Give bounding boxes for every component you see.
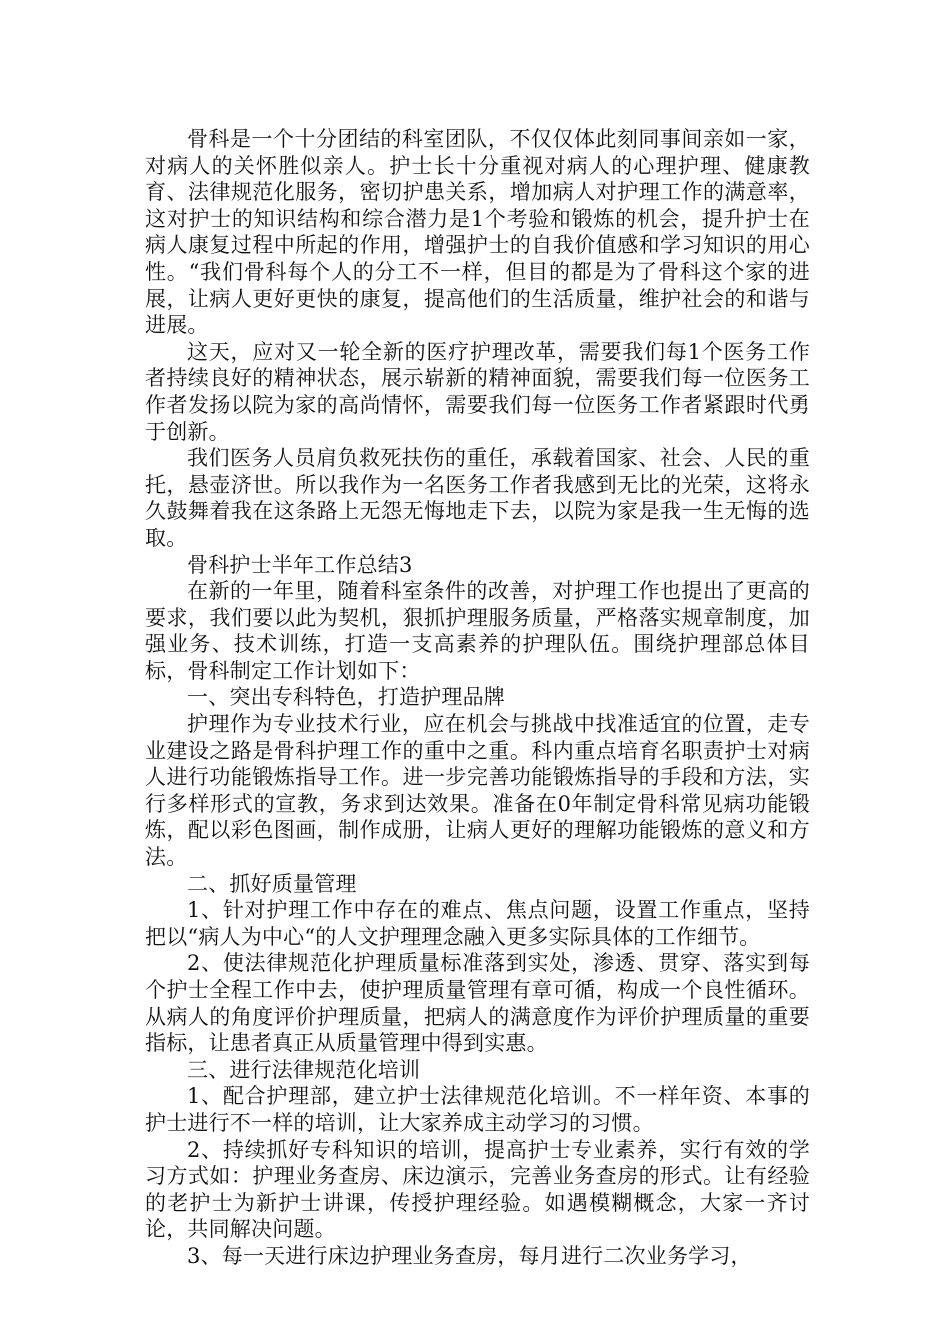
item-training-2: 2、持续抓好专科知识的培训，提高护士专业素养，实行有效的学习方式如：护理业务查房、床边演示，完善业务查房的形式。让有经验的老护士为新护士讲课，传授护理经验。如遇模糊概念，大家一齐讨论，共同解决问题。	[145, 1137, 810, 1242]
document-body	[145, 126, 810, 1270]
heading-legal-training: 三、进行法律规范化培训	[187, 1057, 421, 1082]
item-training-3: 3、每一天进行床边护理业务查房，每月进行二次业务学习，	[187, 1243, 752, 1268]
paragraph-team-unity: 骨科是一个十分团结的科室团队，不仅仅体此刻同事间亲如一家，对病人的关怀胜似亲人。护士长十分重视对病人的心理护理、健康教育、法律规范化服务，密切护患关系，增加病人对护理工作的满意率，这对护士的知识结构和综合潜力是1个考验和锻炼的机会，提升护士在病人康复过程中所起的作用，增强护士的自我价值感和学习知识的用心性。“我们骨科每个人的分工不一样，但目的都是为了骨科这个家的进展，让病人更好更快的康复，提高他们的生活质量，维护社会的和谐与进展。	[145, 127, 810, 338]
heading-specialty-features: 一、突出专科特色，打造护理品牌	[187, 685, 505, 710]
section-heading-summary-3: 骨科护士半年工作总结3	[187, 552, 413, 577]
paragraph-responsibility: 我们医务人员肩负救死扶伤的重任，承载着国家、社会、人民的重托，悬壶济世。所以我作为一名医务工作者我感到无比的光荣，这将永久鼓舞着我在这条路上无怨无悔地走下去，以院为家是我一生无悔的选取。	[145, 446, 810, 550]
paragraph-new-year-plan: 在新的一年里，随着科室条件的改善，对护理工作也提出了更高的要求，我们要以此为契机，狠抓护理服务质量，严格落实规章制度，加强业务、技术训练，打造一支高素养的护理队伍。围绕护理部总体目标，骨科制定工作计划如下：	[145, 579, 810, 683]
paragraph-medical-reform: 这天，应对又一轮全新的医疗护理改革，需要我们每1个医务工作者持续良好的精神状态，展示崭新的精神面貌，需要我们每一位医务工作者发扬以院为家的高尚情怀，需要我们每一位医务工作者紧跟时代勇于创新。	[145, 339, 810, 444]
paragraph-specialty-features: 护理作为专业技术行业，应在机会与挑战中找准适宜的位置，走专业建设之路是骨科护理工作的重中之重。科内重点培育名职责护士对病人进行功能锻炼指导工作。进一步完善功能锻炼指导的手段和方法，实行多样形式的宣教，务求到达效果。准备在0年制定骨科常见病功能锻炼，配以彩色图画，制作成册，让病人更好的理解功能锻炼的意义和方法。	[145, 712, 810, 870]
heading-quality-management: 二、抓好质量管理	[187, 871, 357, 896]
item-quality-2: 2、使法律规范化护理质量标准落到实处，渗透、贯穿、落实到每个护士全程工作中去，使护理质量管理有章可循，构成一个良性循环。从病人的角度评价护理质量，把病人的满意度作为评价护理质量的重要指标，让患者真正从质量管理中得到实惠。	[145, 951, 810, 1056]
item-quality-1: 1、针对护理工作中存在的难点、焦点问题，设置工作重点，坚持把以“病人为中心“的人文护理理念融入更多实际具体的工作细节。	[145, 898, 810, 949]
item-training-1: 1、配合护理部，建立护士法律规范化培训。不一样年资、本事的护士进行不一样的培训，让大家养成主动学习的习惯。	[145, 1084, 810, 1135]
